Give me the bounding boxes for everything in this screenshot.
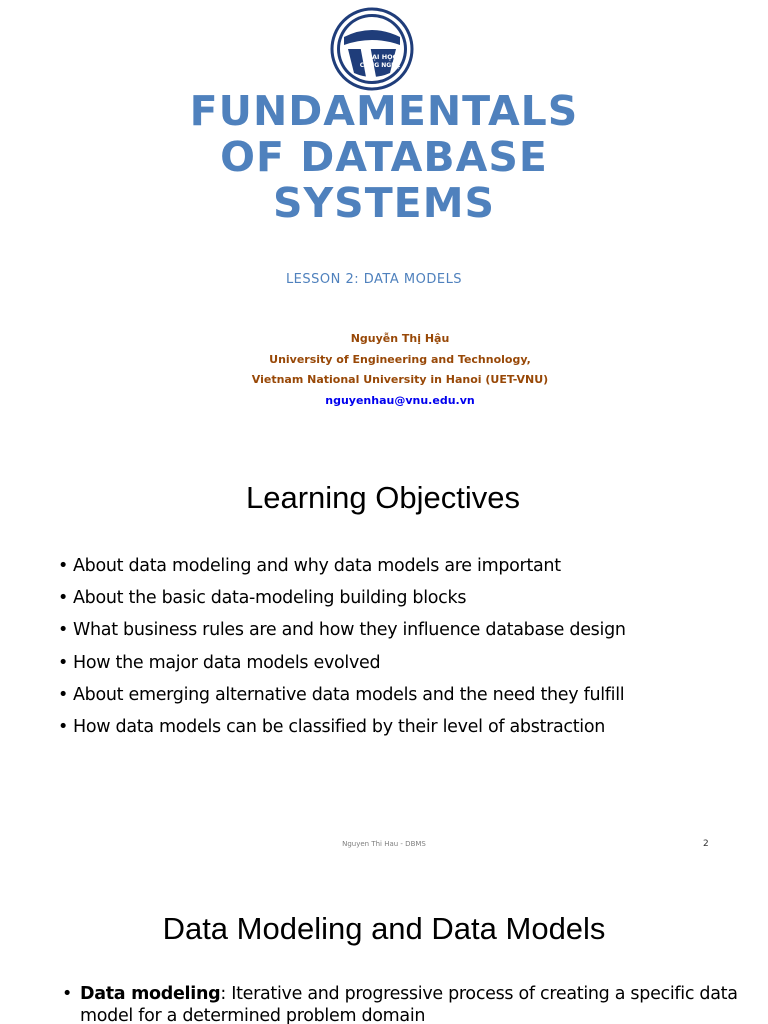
list-item: • What business rules are and how they influence database design (58, 614, 626, 646)
list-item: • About the basic data-modeling building blocks (58, 582, 626, 614)
title-slide (0, 0, 768, 452)
author-email-link[interactable]: nguyenhau@vnu.edu.vn (325, 393, 475, 407)
logo-text-line2: CÔNG NGHỆ (359, 62, 401, 69)
presentation-title (0, 88, 768, 226)
author-block (0, 329, 768, 411)
data-modeling-slide (0, 875, 768, 1024)
affiliation-line-2: Vietnam National University in Hanoi (UET-VNU) (251, 373, 549, 386)
list-item: • About emerging alternative data models and the need they fulfill (58, 679, 626, 711)
list-item: • About data modeling and why data models are important (58, 550, 626, 582)
university-logo-icon (330, 7, 414, 91)
slide-heading: Data Modeling and Data Models (162, 911, 606, 946)
page-number: 2 (703, 839, 709, 849)
learning-objectives-slide (0, 452, 768, 875)
slide-footer: Nguyen Thi Hau - DBMS (342, 840, 426, 848)
title-line-2: OF DATABASE (220, 133, 548, 181)
list-item: • How the major data models evolved (58, 647, 626, 679)
bullet-text: : Iterative and progressive process of creating a specific data model for a determined problem domain (80, 984, 738, 1024)
lesson-subtitle: LESSON 2: DATA MODELS (285, 272, 463, 287)
title-line-1: FUNDAMENTALS (189, 87, 579, 135)
objectives-list (58, 550, 626, 743)
list-item: • How data models can be classified by their level of abstraction (58, 711, 626, 743)
slide-heading: Learning Objectives (246, 480, 520, 515)
title-line-3: SYSTEMS (272, 179, 496, 227)
logo-text-line1: ĐẠI HỌC (366, 53, 398, 61)
list-item (62, 983, 768, 1024)
affiliation-line-1: University of Engineering and Technology, (269, 352, 531, 366)
author-name: Nguyễn Thị Hậu (350, 332, 450, 345)
bullet-term: Data modeling (80, 984, 221, 1004)
